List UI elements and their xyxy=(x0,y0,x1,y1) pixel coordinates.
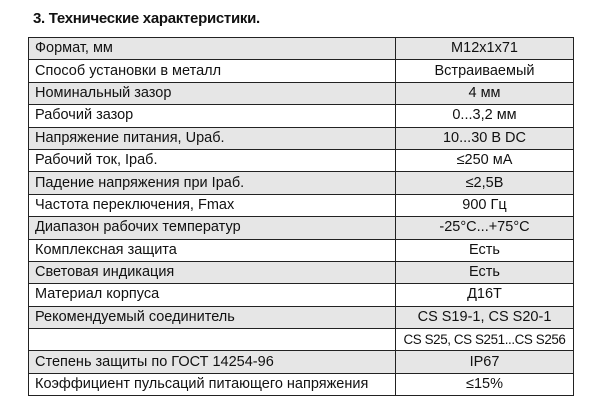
spec-label: Падение напряжения при Iраб. xyxy=(29,172,396,194)
spec-value: -25°C...+75°C xyxy=(396,217,574,239)
table-row xyxy=(29,149,574,171)
spec-label: Рекомендуемый соединитель xyxy=(29,306,396,328)
spec-value: 900 Гц xyxy=(396,194,574,216)
spec-value: CS S25, CS S251...CS S256 xyxy=(396,329,574,351)
table-row xyxy=(29,105,574,127)
specs-table-body xyxy=(29,38,574,396)
spec-value: ≤2,5В xyxy=(396,172,574,194)
spec-label: Рабочий ток, Iраб. xyxy=(29,149,396,171)
spec-value: Встраиваемый xyxy=(396,60,574,82)
spec-label: Формат, мм xyxy=(29,38,396,60)
spec-value: 10...30 В DC xyxy=(396,127,574,149)
spec-value: 4 мм xyxy=(396,82,574,104)
spec-value: Есть xyxy=(396,239,574,261)
spec-value: Д16Т xyxy=(396,284,574,306)
spec-label: Номинальный зазор xyxy=(29,82,396,104)
spec-label: Частота переключения, Fmax xyxy=(29,194,396,216)
table-row xyxy=(29,38,574,60)
spec-label: Рабочий зазор xyxy=(29,105,396,127)
section-title: 3. Технические характеристики. xyxy=(33,10,260,27)
table-row xyxy=(29,373,574,395)
spec-label: Коэффициент пульсаций питающего напряжения xyxy=(29,373,396,395)
table-row xyxy=(29,261,574,283)
spec-label: Диапазон рабочих температур xyxy=(29,217,396,239)
table-row xyxy=(29,82,574,104)
table-row xyxy=(29,351,574,373)
spec-label xyxy=(29,329,396,351)
table-row xyxy=(29,217,574,239)
spec-value: Есть xyxy=(396,261,574,283)
table-row xyxy=(29,60,574,82)
spec-value: М12x1x71 xyxy=(396,38,574,60)
spec-label: Способ установки в металл xyxy=(29,60,396,82)
table-row xyxy=(29,329,574,351)
spec-value: CS S19-1, CS S20-1 xyxy=(396,306,574,328)
table-row xyxy=(29,172,574,194)
spec-label: Комплексная защита xyxy=(29,239,396,261)
table-row xyxy=(29,284,574,306)
spec-label: Степень защиты по ГОСТ 14254-96 xyxy=(29,351,396,373)
spec-label: Напряжение питания, Uраб. xyxy=(29,127,396,149)
spec-value: ≤15% xyxy=(396,373,574,395)
table-row xyxy=(29,127,574,149)
table-row xyxy=(29,194,574,216)
table-row xyxy=(29,306,574,328)
spec-label: Материал корпуса xyxy=(29,284,396,306)
spec-label: Световая индикация xyxy=(29,261,396,283)
table-row xyxy=(29,239,574,261)
spec-value: ≤250 мА xyxy=(396,149,574,171)
specs-table xyxy=(28,37,574,396)
spec-value: IP67 xyxy=(396,351,574,373)
spec-value: 0...3,2 мм xyxy=(396,105,574,127)
